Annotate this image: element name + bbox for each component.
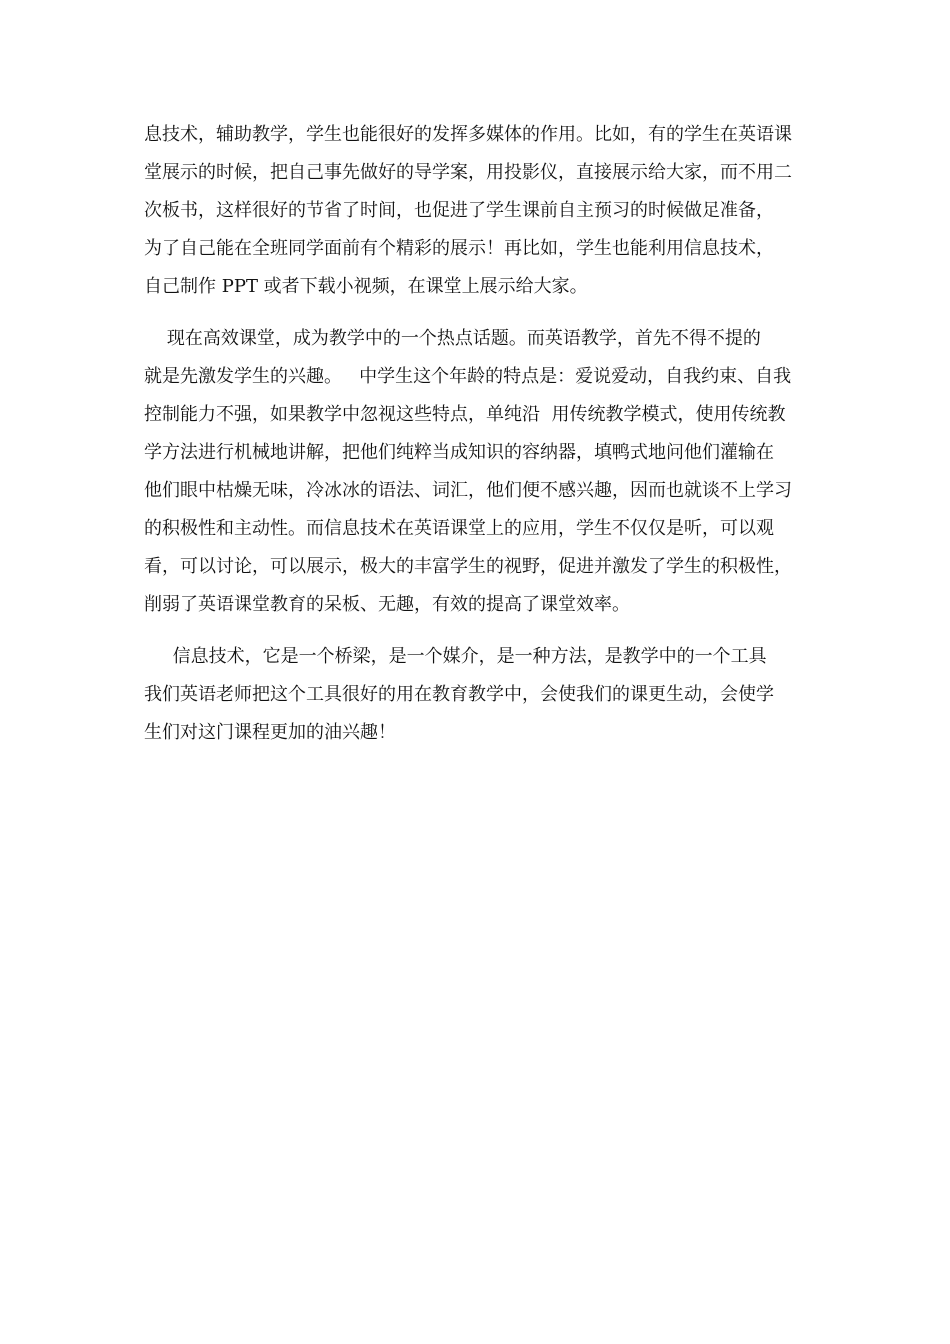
paragraph-2 bbox=[144, 320, 824, 624]
text-line: 息技术，辅助教学，学生也能很好的发挥多媒体的作用。比如，有的学生在英语课 bbox=[144, 124, 792, 145]
text-line: 自己制作 PPT 或者下载小视频，在课堂上展示给大家。 bbox=[144, 276, 588, 297]
text-line: 次板书，这样很好的节省了时间，也促进了学生课前自主预习的时候做足准备， bbox=[144, 200, 774, 221]
text-line: 生们对这门课程更加的油兴趣！ bbox=[144, 722, 396, 743]
text-line: 的积极性和主动性。而信息技术在英语课堂上的应用，学生不仅仅是听，可以观 bbox=[144, 518, 774, 539]
text-line: 削弱了英语课堂教育的呆板、无趣，有效的提高了课堂效率。 bbox=[144, 594, 630, 615]
paragraph-1 bbox=[144, 116, 824, 306]
text-line: 信息技术，它是一个桥梁，是一个媒介，是一种方法，是教学中的一个工具 bbox=[144, 646, 767, 667]
text-line: 学方法进行机械地讲解，把他们纯粹当成知识的容纳器，填鸭式地问他们灌输在 bbox=[144, 442, 774, 463]
text-line: 我们英语老师把这个工具很好的用在教育教学中，会使我们的课更生动，会使学 bbox=[144, 684, 774, 705]
text-line: 堂展示的时候，把自己事先做好的导学案，用投影仪，直接展示给大家，而不用二 bbox=[144, 162, 792, 183]
paragraph-spacer bbox=[144, 306, 824, 320]
document-body bbox=[144, 116, 824, 752]
text-line: 控制能力不强，如果教学中忽视这些特点，单纯沿 用传统教学模式，使用传统教 bbox=[144, 404, 786, 425]
text-line: 为了自己能在全班同学面前有个精彩的展示！再比如，学生也能利用信息技术， bbox=[144, 238, 774, 259]
paragraph-3 bbox=[144, 638, 824, 752]
text-line: 他们眼中枯燥无味，冷冰冰的语法、词汇，他们便不感兴趣，因而也就谈不上学习 bbox=[144, 480, 792, 501]
text-line: 现在高效课堂，成为教学中的一个热点话题。而英语教学，首先不得不提的 bbox=[144, 328, 761, 349]
text-line: 看，可以讨论，可以展示，极大的丰富学生的视野，促进并激发了学生的积极性， bbox=[144, 556, 792, 577]
text-line: 就是先激发学生的兴趣。 中学生这个年龄的特点是：爱说爱动，自我约束、自我 bbox=[144, 366, 792, 387]
paragraph-spacer bbox=[144, 624, 824, 638]
